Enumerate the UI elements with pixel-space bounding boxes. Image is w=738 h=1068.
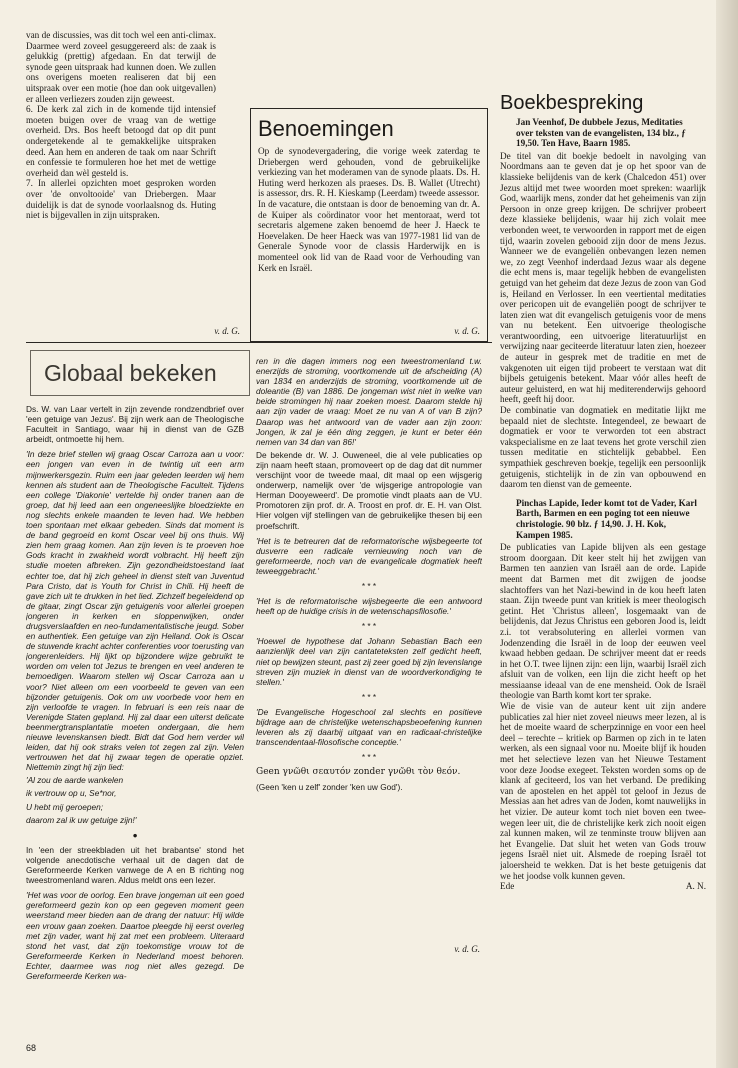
section-divider <box>26 342 492 343</box>
discussion-signature: v. d. G. <box>214 326 240 336</box>
separator: ● <box>132 829 138 840</box>
quote-text: 'Al zou de aarde wankelen <box>26 775 124 786</box>
page-number: 68 <box>26 1043 37 1053</box>
separator: * * * <box>361 691 377 702</box>
quote-text: 'De Evangelische Hogeschool zal slechts en positieve bijdrage aan de christelijke wetenschapsbeoefening kunnen leveren als zij daarbij uitgaat van en radicaal-christelijke transcendentaal-filosofische conceptie.' <box>256 706 482 748</box>
separator: * * * <box>361 580 377 591</box>
benoemingen-column <box>258 116 480 336</box>
review-text <box>500 151 706 490</box>
body-text: De bekende dr. W. J. Ouweneel, die al vele publicaties op zijn naam heeft staan, promoveert op de dag dat dit nummer verschijnt voor de tweede maal, dit maal op een wijsgerig onderwerp, namelijk over 'de wijsgerige antropologie van Herman Dooyeweerd'. De promotie vindt plaats aan de VU. Promotoren zijn prof. dr. A. Troost en prof. dr. E. H. van Olst. Hier volgen vijf stellingen van de gebruikelijke thesen bij een proefschrift. <box>256 449 482 531</box>
review-place: Ede <box>500 881 515 892</box>
review-signature: A. N. <box>685 881 706 892</box>
separator: * * * <box>361 621 377 632</box>
review-text <box>500 542 706 881</box>
discussion-intro: van de discussies, was dit toch wel een anti-climax. Daarmee werd zoveel gesuggereerd als: de zaak is gelukkig (prettig) afgedaan. En dat terwijl de synode geen uitspraak had kunnen doen. We zullen ons overigens moeten realiseren dat bij een uitspraak over een motie (hoe dan ook uitgevallen) er alleen verliezers zouden zijn geweest. <box>26 30 216 104</box>
quote-text: 'In deze brief stellen wij graag Oscar Carroza aan u voor: een jongen van even in de twintig uit een arm mijnwerkersgezin. Ruim een jaar geleden leerden wij hem kennen als student aan de Theologische Faculteit. Tijdens een college 'Diakonie' vertelde hij onder tranen aan de groep, dat hij leed aan een ongeneeslijke bloedziekte en nog slechts enkele maanden te leven had. We hebben toen spontaan met elkaar gebeden. Sinds dat moment is de band gegroeid en komt Oscar veel bij ons thuis. Wij zien hem graag komen. Aan zijn leven is te proeven hoe Gods kracht in zwakheid wordt volbracht. Hij heeft zijn studie moeten afbreken. Zijn gezondheidstoestand laat echter toe, dat hij zich geheel in dienst stelt van Juventud Para Cristo, dat is Youth for Christ in Chili. Hij heeft de gave zich uit te drukken in het lied. Zichzelf begeleidend op de gitaar, zingt Oscar zijn getuigenis voor allerlei groepen jongeren in kerken en sloppenwijken, onder drugsverslaafden en neo-fundamentalistische jeugd. Sober en authentiek. Een getuige van zijn Heiland. Ook is Oscar de stuwende kracht achter conferenties voor toerusting van jongerenleiders. Hij lijkt op bijzondere wijze gebruikt te worden om velen tot Jezus te brengen en veel anderen te bemoedigen. Waarom stellen wij Oscar Carroza aan u voor? Niet alleen om een voorbeeld te geven van een bijzonder getuigenis. Ook om uw voorbede voor hem en zijn verloofde te vragen. In februari is een reis naar de Verenigde Staten gepland. Hij zal daar een uiterst delicate beenmergtransplantatie moeten ondergaan, die hem nieuwe levenskansen biedt. Bidt dat God hem verder wil leiden, dat hij ook straks velen tot zegen zal zijn. Velen vertrouwen het dat hij zwaar tegen de operatie opziet. Niettemin zingt hij zijn lied: <box>26 449 244 773</box>
review-paragraph: De titel van dit boekje bedoelt in navolging van Noordmans aan te geven dat je op het spoor van de klassieke belijdenis van de kerk (Chalcedon 451) over Jezus altijd met twee woorden moet spreken: waarlijk God, waarlijk mens, zonder dat het geheimenis van zijn Persoon in onze greep krijgen. De schrijver probeert deze klassieke belijdenis, waar hij zich volait mee verbonden weet, te verwoorden in rapport met de eigen tijd, waarin zovelen gebooid zijn door de mens Jezus. Wanneer we de evangeliën onbevangen lezen nemen we, zo zegt Veenhof inderdaad Jezus waar als degene die echt mens is, maar tegelijk hebben de evangelisten getuigd van het geheim dat deze Jezus de zoon van God is, Heiland en Verlosser. In een veertiental meditaties over pericopen uit de evangeliën poogt de schrijver te laten zien wat dit evangelisch getuigenis voor de mens van nu betekent. Een uitvoerige theologische verantwoording, een uitvoerige literatuurlijst en verwijzing naar geciteerde literatuur laten zien, hoezeer de auteur in gesprek met de traditie en met de vakgenoten uit eigen tijd probeert te verstaan wat dit bijbels getuigenis betekent. Maar vóór alles heeft de auteur geluisterd, en wat hij mediterenderwijs gehoord heeft, geeft hij door. <box>500 150 706 405</box>
review-paragraph: De publicaties van Lapide blijven als een gestage stroom doorgaan. Dit keer stelt hij het zwijgen van Barmen ten aanzien van Israël aan de orde. Lapide meent dat Barmen met dit zwijgen de joodse slachtoffers van het Nazi-bewind in de kou heeft laten staan. Zijn tweede punt van kritiek is meer theologisch getint. Het 'Christus alleen', losgemaakt van de belijdenis, dat Jezus Christus een geboren Jood is, leidt z.i. tot verabsolutering en allerlei vormen van Jodenzending die Israël in de loop der eeuwen veel kwaad hebben gedaan. De schrijver meent dat er reeds in het O.T. twee lijnen zijn: een lijn, waarbij Israël zich afsluit van de volken, een lijn die zicht heeft op het messiaanse ideaal van de ene mensheid. Ook de Israël theologie van Barth komt kort ter sprake. <box>500 542 706 701</box>
quote-text: 'Het was voor de oorlog. Een brave jongeman uit een goed gereformeerd gezin kon op een gegeven moment geen weerstand meer bieden aan de drang der natuur: Hij wilde een vrouw gaan zoeken. Daartoe pleegde hij eerst overleg met zijn vader, want hij zat met een probleem. Uiteraard stond het vast, dat zijn toekomstige vrouw tot de Gereformeerde Kerken in Nederland moest behoren. Echter, daarmee was nog niet alles gezegd. De Gereformeerde Kerken wa- <box>26 890 244 981</box>
discussion-point-6: 6. De kerk zal zich in de komende tijd intensief moeten buigen over de vraag van de wettige overheid. Drs. Bos heeft betoogd dat op dit punt ondergetekende al te gemakkelijke uitspraken deed. Aan hem en anderen de taak om naar Schrift en confessie te formuleren hoe het met de wettige overheid dan wèl gesteld is. <box>26 104 216 178</box>
benoemingen-paragraph: Op de synodevergadering, die vorige week zaterdag te Driebergen werd gehouden, vond de gebruikelijke verkiezing van het moderamen van de synode plaats. Ds. H. Huting werd herkozen als praeses. Ds. B. Wallet (Utrecht) is assessor, drs. R. H. Kieskamp (Leerdam) tweede assessor. <box>258 146 480 199</box>
review-paragraph: Wie de visie van de auteur kent uit zijn andere publicaties zal hier niet zoveel nieuws meer lezen, al is het de moeite waard de scherpzinnige en voor een heel deel – terechte – kritiek op Barmen op zich in te laten werken, als een signaal voor nu. Moeite blijf ik houden met het selectieve lezen van het Nieuwe Testament voor deze Joodse exegeet. Teksten worden soms op de klank af geciteerd, los van het verband. De prediking van de apostelen en het appèl tot geloof in Jezus de Messias aan het adres van de Joden, komt nauwelijks in het vizier. De auteur komt toch niet boven een twee-wegen leer uit, die de christelijke kerk zich nooit eigen zal kunnen maken, wil ze tenminste trouw blijven aan het Evangelie. Dat sluit het weten van Gods trouw jegens Israël niet uit. Alsmede de roeping Israël tot jaloersheid te wekken. Dat is het beste getuigenis dat we het joodse volk kunnen geven. <box>500 701 706 881</box>
globaal-signature: v. d. G. <box>454 944 480 954</box>
body-text: In 'een der streekbladen uit het brabantse' stond het volgende anecdotische verhaal uit de dagen dat de Gereformeerde Kerken vanwege de A en B richting nog tweestromenland waren. Aldus meldt ons een lezer. <box>26 844 244 886</box>
boekbespreking-column <box>500 92 706 1052</box>
quote-text: ren in die dagen immers nog een tweestromenland t.w. enerzijds de stroming, voortkomende uit de afscheiding (A) van 1834 en anderzijds de stroming, voortkomende uit de doleantie (B) van 1886. De jongeman wist niet in welke van beide stromingen hij naar zoeken moest. Daarom stelde hij aan zijn vader de vraag: Moet ze nu van A of van B zijn? Daarop was het antwoord van de vader aan zijn zoon: Jongen, ik zal je één ding zeggen, je kunt er beter één nemen van 34 dan van 86!' <box>256 356 482 447</box>
separator: * * * <box>361 752 377 763</box>
body-text: (Geen 'ken u zelf' zonder 'ken uw God'). <box>256 782 403 793</box>
boekbespreking-title: Boekbespreking <box>500 92 644 114</box>
right-page-fragment <box>730 92 738 992</box>
quote-text: 'Het is te betreuren dat de reformatorische wijsbegeerte tot dusverre een radicale vernieuwing noch van de gereformeerde, noch van de evangelicale dogmatiek heeft teweeggebracht.' <box>256 535 482 576</box>
quote-text: 'Het is de reformatorische wijsbegeerte die een antwoord heeft op de huidige crisis in de wetenschapsfilosofie.' <box>256 596 482 617</box>
review-paragraph: De combinatie van dogmatiek en meditatie lijkt me bepaald niet de slechtste. Integendeel, ze bewaart de dogmatiek er voor te verworden tot een abstract vakspecialisme en ze laat tevens het grote verschil zien tussen meditatie en stichtelijk gebabbel. Een sympathiek geschreven boekje, tegelijk een persoonlijk getuigenis, stichtelijk in de zin van opbouwend en daarom ten dienst van de gemeente. <box>500 405 706 490</box>
quote-text: ik vertrouw op u, Se*nor, <box>26 788 117 799</box>
greek-motto: Geen γνῶθι σεαυτόν zonder γνῶθι τὸν θεόν. <box>256 767 461 778</box>
globaal-column-2 <box>256 356 482 956</box>
quote-text: 'Hoewel de hypothese dat Johann Sebastian Bach een aanzienlijk deel van zijn cantateteksten zelf gedicht heeft, niet op bewijzen steunt, past zij zeer goed bij zijn levenslange streven zijn muziek in dienst van de woordverkondiging te stellen.' <box>256 636 482 687</box>
quote-text: U hebt mij geroepen; <box>26 801 104 812</box>
discussion-point-7: 7. In allerlei opzichten moet gesproken worden over 'de onvoltooide' van Driebergen. Maar duidelijk is dat de synode voorlaalsnog ds. Huting niet is bijgevallen in zijn uitspraken. <box>26 178 216 221</box>
benoemingen-signature: v. d. G. <box>454 326 480 336</box>
quote-text: daarom zal ik uw getuige zijn!' <box>26 814 137 825</box>
globaal-column-1 <box>26 404 244 1034</box>
discussion-column <box>26 30 216 356</box>
globaal-title: Globaal bekeken <box>44 360 217 386</box>
body-text: Ds. W. van Laar vertelt in zijn zevende rondzendbrief over 'een getuige van Jezus'. Bij zijn werk aan de Theologische Faculteit in Santiago, waar hij in dienst van de GZB arbeidt, ontmoette hij hem. <box>26 404 244 445</box>
book-reference: Jan Veenhof, De dubbele Jezus, Meditaties over teksten van de evangelisten, 134 blz., ƒ 19,50. Ten Have, Baarn 1985. <box>516 117 686 149</box>
book-reference: Pinchas Lapide, Ieder komt tot de Vader, Karl Barth, Barmen en een poging tot een nieuwe christologie. 90 blz. ƒ 14,90. J. H. Kok, Kampen 1985. <box>516 497 697 540</box>
benoemingen-paragraph: In de vacature, die ontstaan is door de benoeming van dr. A. de Kuiper als coördinator voor het mentoraat, werd tot secretaris algemene zaken benoemd de heer J. Haeck te Hoevelaken. De heer Haeck was van 1977-1981 lid van de Generale Synode voor de classis Harderwijk en is momenteel ook lid van de Raad voor de Verhouding van Kerk en Israël. <box>258 198 480 273</box>
benoemingen-title: Benoemingen <box>258 116 394 141</box>
